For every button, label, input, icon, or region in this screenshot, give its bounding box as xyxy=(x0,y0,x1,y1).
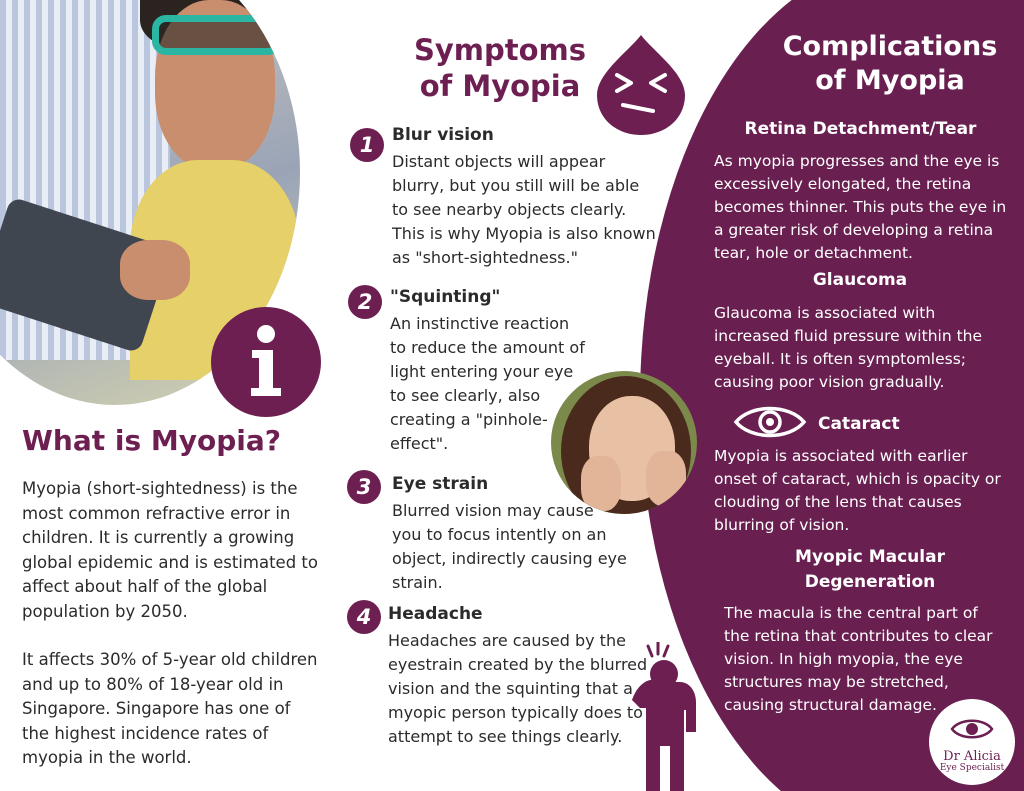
symptom-heading-2: "Squinting" xyxy=(390,287,501,307)
what-is-myopia-heading: What is Myopia? xyxy=(22,424,281,457)
complication-heading-4: Myopic Macular Degeneration xyxy=(795,547,945,592)
symptom-number-3: 3 xyxy=(347,470,381,504)
symptom-heading-3: Eye strain xyxy=(392,474,489,494)
symptom-text-3: Blurred vision may cause you to focus intently on an object, indirectly causing eye strain. xyxy=(392,501,627,592)
symptom-number-1: 1 xyxy=(350,128,384,162)
info-icon xyxy=(211,307,321,417)
complications-heading xyxy=(770,30,1010,98)
complication-text-2: Glaucoma is associated with increased fluid pressure within the eyeball. It is often symptomless; causing poor vision gradually. xyxy=(714,304,983,391)
complication-text-4: The macula is the central part of the retina that contributes to clear vision. In high myopia, the eye structures may be stretched, causing structural damage. xyxy=(724,604,993,714)
logo-name: Dr Alicia xyxy=(943,749,1001,764)
headache-person-icon xyxy=(628,642,700,791)
symptoms-heading-line2: of Myopia xyxy=(419,69,581,103)
complications-heading-line2: of Myopia xyxy=(815,65,965,96)
symptom-text-2: An instinctive reaction to reduce the amount of light entering your eye to see clearly, also creating a "pinhole-effect". xyxy=(390,314,585,453)
symptom-text-4: Headaches are caused by the eyestrain created by the blurred vision and the squinting that a myopic person typically does to attempt to see things clearly. xyxy=(388,631,648,746)
complication-heading-2: Glaucoma xyxy=(812,270,908,290)
complication-text-1: As myopia progresses and the eye is excessively elongated, the retina becomes thinner. This puts the eye in a greater risk of developing a retina tear, hole or detachment. xyxy=(714,152,1007,262)
complication-heading-3: Cataract xyxy=(818,414,900,434)
logo-eye-icon xyxy=(950,716,994,746)
complications-heading-line1: Complications xyxy=(782,31,998,62)
eye-icon xyxy=(733,402,807,442)
dr-alicia-logo xyxy=(929,699,1015,785)
symptom-text-1: Distant objects will appear blurry, but you still will be able to see nearby objects clearly. This is why Myopia is also known as "short-sightedness." xyxy=(392,152,656,267)
logo-subtitle: Eye Specialist xyxy=(939,763,1005,773)
complication-heading-1: Retina Detachment/Tear xyxy=(744,119,977,139)
symptoms-heading-line1: Symptoms xyxy=(413,33,587,67)
what-paragraph-1: Myopia (short-sightedness) is the most common refractive error in children. It is currently a growing global epidemic and is estimated to affect about half of the global population by 2050. xyxy=(22,479,318,621)
symptom-number-2: 2 xyxy=(348,285,382,319)
what-paragraph-2: It affects 30% of 5-year old children and up to 80% of 18-year old in Singapore. Singapore has one of the highest incidence rates of myopia in the world. xyxy=(22,650,318,767)
what-is-myopia-body xyxy=(22,477,322,771)
symptom-number-4: 4 xyxy=(347,600,381,634)
symptom-heading-1: Blur vision xyxy=(392,125,494,145)
symptoms-heading xyxy=(410,32,590,104)
complication-text-3: Myopia is associated with earlier onset of cataract, which is opacity or clouding of the lens that causes blurring of vision. xyxy=(714,447,1001,534)
squint-face-icon xyxy=(593,33,689,137)
girl-squinting-photo xyxy=(551,371,697,514)
symptom-heading-4: Headache xyxy=(388,604,483,624)
